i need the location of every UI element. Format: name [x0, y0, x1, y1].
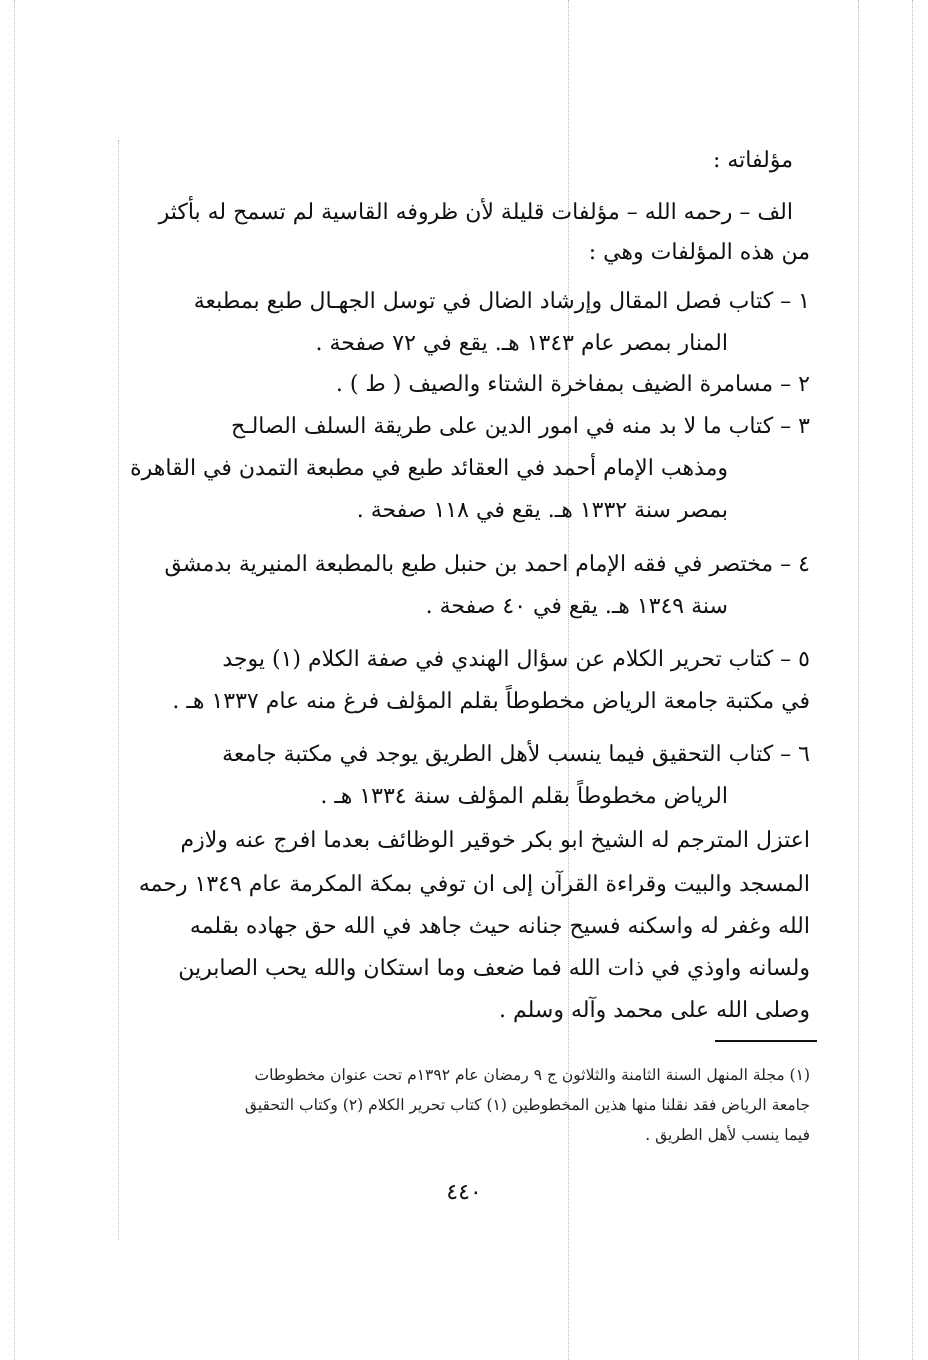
- list-item-4-line: سنة ١٣٤٩ هـ. يقع في ٤٠ صفحة .: [425, 594, 728, 619]
- list-item-1-line: ١ – كتاب فصل المقال وإرشاد الضال في توسل الجهـال طبع بمطبعة: [193, 289, 810, 314]
- scan-guide-inner-right: [858, 0, 859, 1360]
- list-item-5-line: في مكتبة جامعة الرياض مخطوطاً بقلم المؤلف فرغ منه عام ١٣٣٧ هـ .: [172, 689, 810, 714]
- closing-paragraph-line: المسجد والبيت وقراءة القرآن إلى ان توفي بمكة المكرمة عام ١٣٤٩ رحمه: [138, 872, 810, 897]
- closing-paragraph-line: ولسانه واوذي في ذات الله فما ضعف وما استكان والله يحب الصابرين: [178, 956, 810, 981]
- footnote-line: جامعة الرياض فقد نقلنا منها هذين المخطوطين (١) كتاب تحرير الكلام (٢) وكتاب التحقيق: [244, 1096, 810, 1114]
- closing-paragraph-line: وصلى الله على محمد وآله وسلم .: [499, 998, 810, 1023]
- closing-paragraph-line: الله وغفر له واسكنه فسيح جنانه حيث جاهد في الله حق جهاده بقلمه: [189, 914, 810, 939]
- footnote-separator: [715, 1040, 817, 1042]
- list-item-3-line: ٣ – كتاب ما لا بد منه في امور الدين على طريقة السلف الصالـح: [230, 414, 810, 439]
- scan-guide-right: [912, 0, 913, 1360]
- scan-guide-inner-left: [118, 140, 119, 1240]
- list-item-3-line: ومذهب الإمام أحمد في العقائد طبع في مطبعة التمدن في القاهرة: [130, 456, 728, 481]
- list-item-5-line: ٥ – كتاب تحرير الكلام عن سؤال الهندي في صفة الكلام (١) يوجد: [222, 647, 810, 672]
- closing-paragraph-line: اعتزل المترجم له الشيخ ابو بكر خوقير الوظائف بعدما افرج عنه ولازم: [180, 828, 810, 853]
- list-item-1-line: المنار بمصر عام ١٣٤٣ هـ. يقع في ٧٢ صفحة .: [315, 331, 728, 356]
- section-heading: مؤلفاته :: [712, 148, 793, 173]
- page-number: ٤٤٠: [446, 1180, 482, 1205]
- list-item-3-line: بمصر سنة ١٣٣٢ هـ. يقع في ١١٨ صفحة .: [356, 498, 728, 523]
- list-item-6-line: الرياض مخطوطاً بقلم المؤلف سنة ١٣٣٤ هـ .: [320, 784, 728, 809]
- list-item-2-line: ٢ – مسامرة الضيف بمفاخرة الشتاء والصيف ( ط ) .: [335, 372, 810, 397]
- intro-line: الف – رحمه الله – مؤلفات قليلة لأن ظروفه القاسية لم تسمح له بأكثر: [158, 200, 793, 225]
- scan-guide-left: [14, 0, 15, 1360]
- intro-line: من هذه المؤلفات وهي :: [588, 240, 810, 265]
- list-item-4-line: ٤ – مختصر في فقه الإمام احمد بن حنبل طبع بالمطبعة المنيرية بدمشق: [164, 552, 810, 577]
- footnote-line: (١) مجلة المنهل السنة الثامنة والثلاثون ج ٩ رمضان عام ١٣٩٢م تحت عنوان مخطوطات: [254, 1066, 810, 1084]
- footnote-line: فيما ينسب لأهل الطريق .: [645, 1126, 810, 1144]
- list-item-6-line: ٦ – كتاب التحقيق فيما ينسب لأهل الطريق يوجد في مكتبة جامعة: [222, 742, 810, 767]
